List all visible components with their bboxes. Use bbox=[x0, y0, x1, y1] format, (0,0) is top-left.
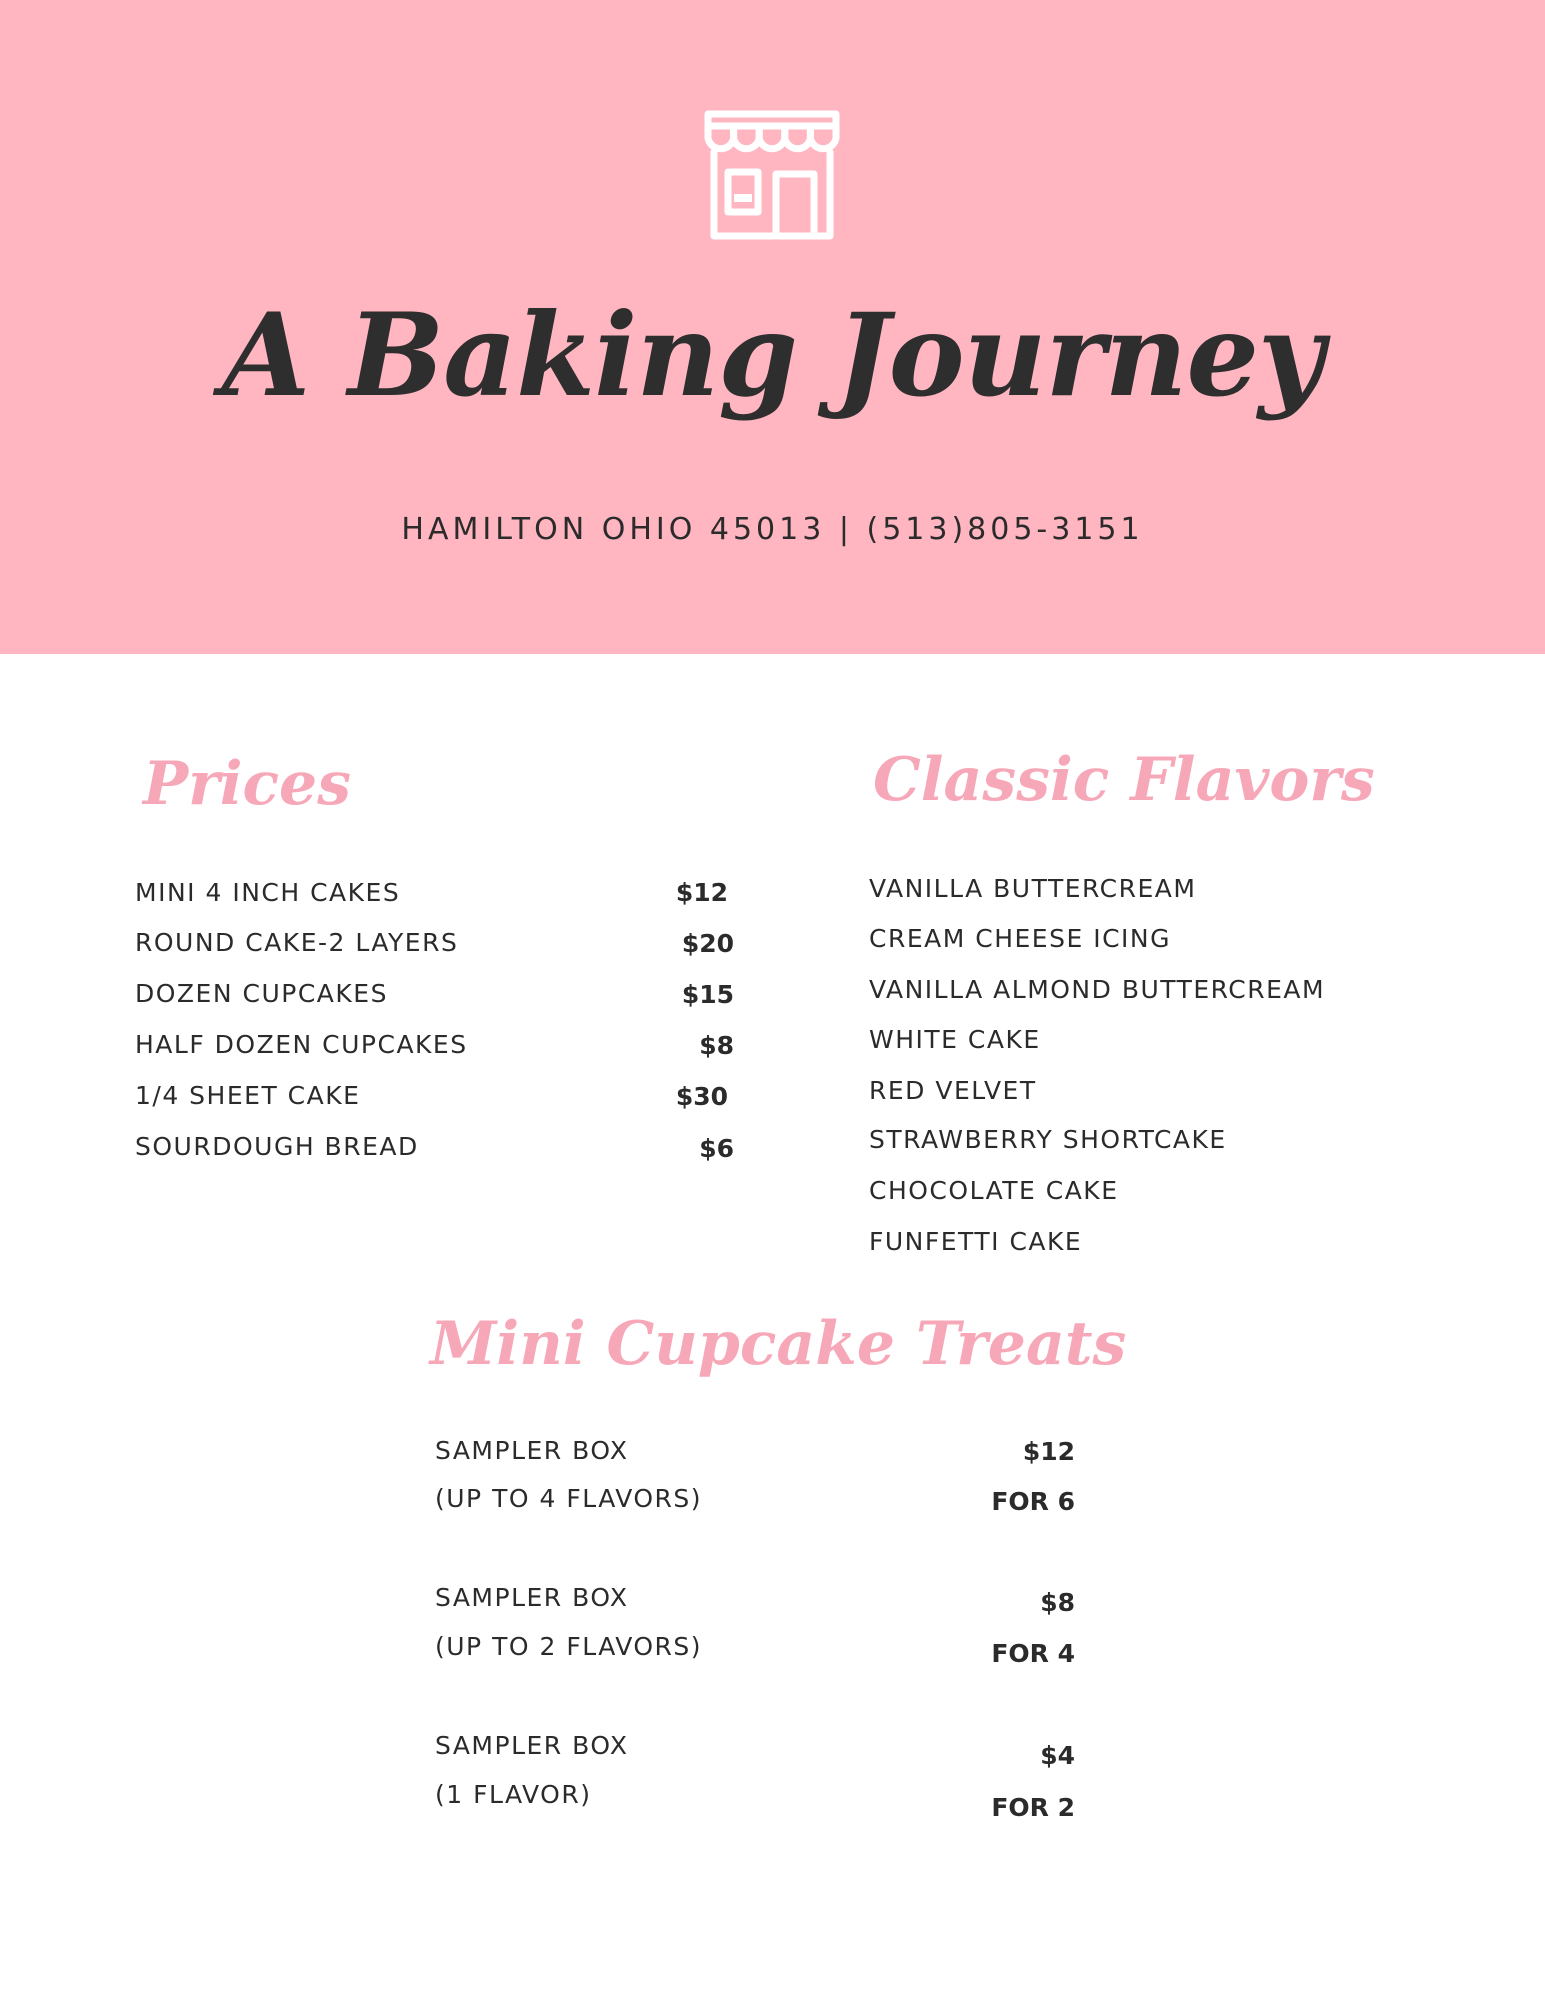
treat-item-name: SAMPLER BOX bbox=[435, 1583, 629, 1612]
flavors-heading: Classic Flavors bbox=[873, 745, 1375, 815]
price-item-value: $20 bbox=[681, 929, 734, 958]
treat-item-qty: FOR 6 bbox=[991, 1487, 1075, 1516]
treat-item-price: $4 bbox=[1040, 1741, 1075, 1770]
treat-item-price: $12 bbox=[1022, 1437, 1075, 1466]
price-item-name: ROUND CAKE-2 LAYERS bbox=[135, 928, 459, 957]
treat-item-detail: (UP TO 2 FLAVORS) bbox=[435, 1632, 703, 1661]
flavor-item: RED VELVET bbox=[869, 1076, 1037, 1105]
flavor-item: CHOCOLATE CAKE bbox=[869, 1176, 1119, 1205]
flavor-item: VANILLA ALMOND BUTTERCREAM bbox=[869, 975, 1326, 1004]
contact-info: HAMILTON OHIO 45013 | (513)805-3151 bbox=[401, 512, 1144, 547]
storefront-icon bbox=[704, 110, 840, 240]
flavor-item: STRAWBERRY SHORTCAKE bbox=[869, 1125, 1227, 1154]
treat-item-detail: (UP TO 4 FLAVORS) bbox=[435, 1484, 703, 1513]
price-item-name: HALF DOZEN CUPCAKES bbox=[135, 1030, 468, 1059]
treat-item-detail: (1 FLAVOR) bbox=[435, 1780, 592, 1809]
treat-item-name: SAMPLER BOX bbox=[435, 1436, 629, 1465]
price-item-value: $12 bbox=[675, 878, 728, 907]
treat-item-qty: FOR 4 bbox=[991, 1639, 1075, 1668]
flavor-item: FUNFETTI CAKE bbox=[869, 1227, 1083, 1256]
price-item-value: $8 bbox=[699, 1031, 734, 1060]
page-title: A Baking Journey bbox=[221, 288, 1324, 422]
flavor-item: VANILLA BUTTERCREAM bbox=[869, 874, 1197, 903]
treat-item-name: SAMPLER BOX bbox=[435, 1731, 629, 1760]
price-item-value: $15 bbox=[681, 980, 734, 1009]
price-item-value: $6 bbox=[699, 1134, 734, 1163]
treat-item-price: $8 bbox=[1040, 1588, 1075, 1617]
treat-item-qty: FOR 2 bbox=[991, 1793, 1075, 1822]
price-item-name: SOURDOUGH BREAD bbox=[135, 1132, 419, 1161]
flavor-item: CREAM CHEESE ICING bbox=[869, 924, 1171, 953]
price-item-name: MINI 4 INCH CAKES bbox=[135, 878, 401, 907]
price-item-value: $30 bbox=[675, 1082, 728, 1111]
prices-heading: Prices bbox=[143, 749, 352, 819]
price-item-name: DOZEN CUPCAKES bbox=[135, 979, 388, 1008]
flavor-item: WHITE CAKE bbox=[869, 1025, 1041, 1054]
treats-heading: Mini Cupcake Treats bbox=[430, 1309, 1127, 1379]
price-item-name: 1/4 SHEET CAKE bbox=[135, 1081, 361, 1110]
